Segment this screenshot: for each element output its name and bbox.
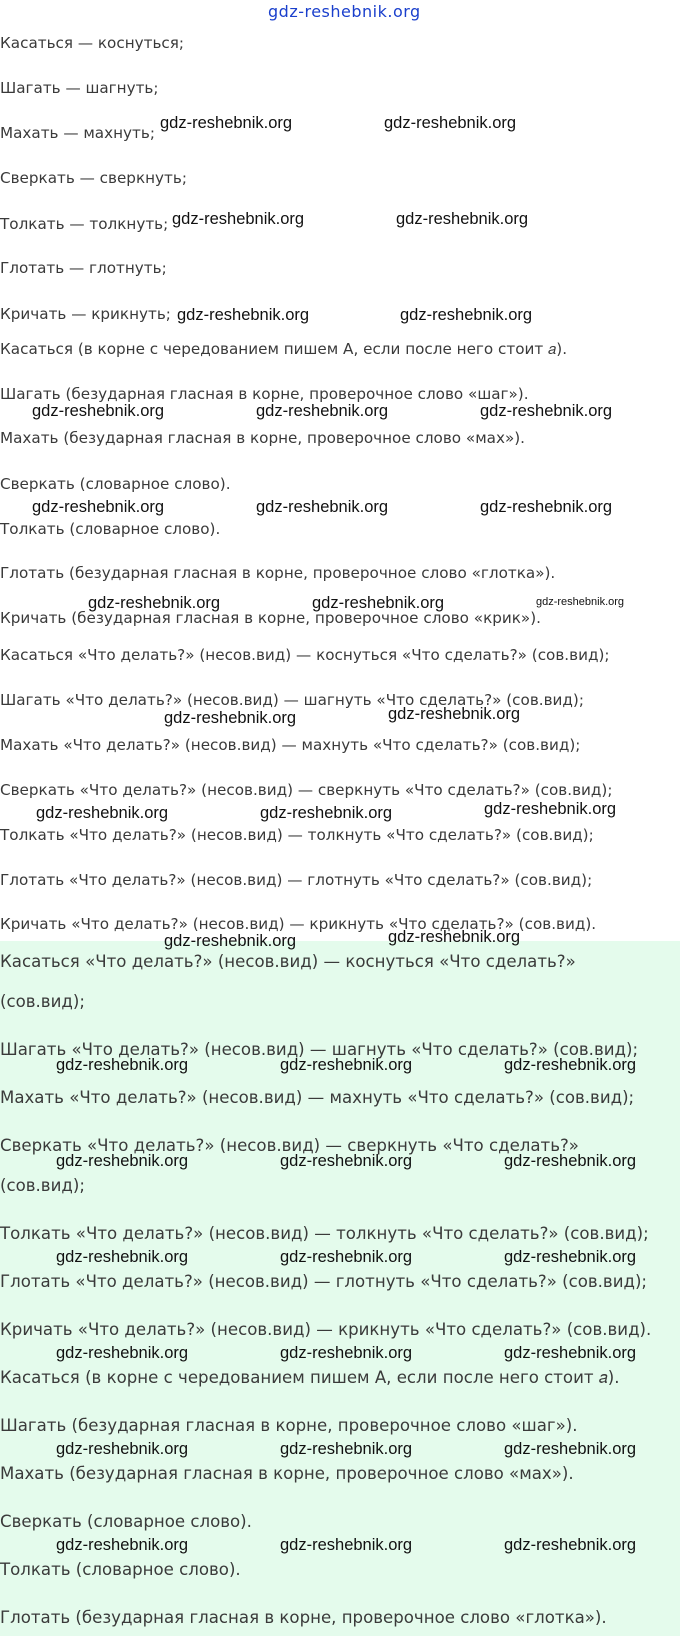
watermark: gdz-reshebnik.org [504,1152,637,1170]
watermark: gdz-reshebnik.org [260,804,393,822]
text-line: Толкать — толкнуть; [0,215,169,233]
watermark: gdz-reshebnik.org [280,1344,413,1362]
text-line: Касаться — коснуться; [0,34,185,52]
text-line: Махать «Что делать?» (несов.вид) — махнуть «Что сделать?» (сов.вид); [0,1088,635,1107]
text-line: Махать (безударная гласная в корне, проверочное слово «мах»). [0,1464,574,1483]
watermark: gdz-reshebnik.org [164,932,297,950]
watermark: gdz-reshebnik.org [56,1248,189,1266]
watermark: gdz-reshebnik.org [32,402,165,420]
text-line: (сов.вид); [0,1176,85,1195]
text-line: Толкать (словарное слово). [0,1560,241,1579]
text-line: Глотать (безударная гласная в корне, проверочное слово «глотка»). [0,564,556,582]
text-line: Толкать (словарное слово). [0,520,221,538]
watermark: gdz-reshebnik.org [56,1152,189,1170]
watermark: gdz-reshebnik.org [280,1536,413,1554]
text-line: (сов.вид); [0,992,85,1011]
watermark: gdz-reshebnik.org [480,402,613,420]
text-line: Кричать (безударная гласная в корне, проверочное слово «крик»). [0,609,541,627]
watermark: gdz-reshebnik.org [280,1248,413,1266]
watermark: gdz-reshebnik.org [536,596,625,608]
watermark: gdz-reshebnik.org [164,709,297,727]
text-line: Касаться (в корне с чередованием пишем А, если после него стоит 𝑎). [0,340,568,358]
watermark: gdz-reshebnik.org [56,1344,189,1362]
text-line: Касаться (в корне с чередованием пишем А, если после него стоит 𝑎). [0,1368,620,1387]
watermark: gdz-reshebnik.org [388,928,521,946]
watermark: gdz-reshebnik.org [56,1536,189,1554]
text-line: Глотать — глотнуть; [0,259,167,277]
text-line: Глотать (безударная гласная в корне, проверочное слово «глотка»). [0,1608,607,1627]
text-line: Толкать «Что делать?» (несов.вид) — толкнуть «Что сделать?» (сов.вид); [0,1224,649,1243]
text-line: Касаться «Что делать?» (несов.вид) — коснуться «Что сделать?» (сов.вид); [0,646,610,664]
watermark: gdz-reshebnik.org [504,1344,637,1362]
text-line: Касаться «Что делать?» (несов.вид) — коснуться «Что сделать?» [0,952,576,971]
text-line: Кричать «Что делать?» (несов.вид) — крикнуть «Что сделать?» (сов.вид). [0,1320,652,1339]
watermark: gdz-reshebnik.org [312,594,445,612]
watermark: gdz-reshebnik.org [280,1440,413,1458]
watermark: gdz-reshebnik.org [280,1152,413,1170]
text-line: Толкать «Что делать?» (несов.вид) — толкнуть «Что сделать?» (сов.вид); [0,826,594,844]
watermark: gdz-reshebnik.org [396,210,529,228]
text-line: Шагать (безударная гласная в корне, проверочное слово «шаг»). [0,1416,578,1435]
text-line: Сверкать — сверкнуть; [0,169,187,187]
watermark: gdz-reshebnik.org [32,498,165,516]
watermark: gdz-reshebnik.org [56,1056,189,1074]
watermark: gdz-reshebnik.org [280,1056,413,1074]
watermark: gdz-reshebnik.org [504,1248,637,1266]
text-line: Шагать «Что делать?» (несов.вид) — шагнуть «Что сделать?» (сов.вид); [0,691,584,709]
text-line: Сверкать «Что делать?» (несов.вид) — сверкнуть «Что сделать?» (сов.вид); [0,781,613,799]
text-line: Кричать «Что делать?» (несов.вид) — крикнуть «Что сделать?» (сов.вид). [0,915,597,933]
text-line: Кричать — крикнуть; [0,305,171,323]
text-line: Махать (безударная гласная в корне, проверочное слово «мах»). [0,429,525,447]
watermark: gdz-reshebnik.org [480,498,613,516]
watermark: gdz-reshebnik.org [484,800,617,818]
watermark: gdz-reshebnik.org [172,210,305,228]
text-line: Махать — махнуть; [0,124,155,142]
watermark: gdz-reshebnik.org [256,402,389,420]
watermark: gdz-reshebnik.org [256,498,389,516]
watermark: gdz-reshebnik.org [400,306,533,324]
watermark: gdz-reshebnik.org [504,1056,637,1074]
site-header-link[interactable]: gdz-reshebnik.org [268,2,421,21]
text-line: Сверкать (словарное слово). [0,475,231,493]
watermark: gdz-reshebnik.org [36,804,169,822]
watermark: gdz-reshebnik.org [384,114,517,132]
text-line: Шагать (безударная гласная в корне, проверочное слово «шаг»). [0,385,529,403]
text-line: Глотать «Что делать?» (несов.вид) — глотнуть «Что сделать?» (сов.вид); [0,1272,648,1291]
watermark: gdz-reshebnik.org [88,594,221,612]
watermark: gdz-reshebnik.org [177,306,310,324]
watermark: gdz-reshebnik.org [504,1536,637,1554]
text-line: Сверкать «Что делать?» (несов.вид) — сверкнуть «Что сделать?» [0,1136,579,1155]
watermark: gdz-reshebnik.org [504,1440,637,1458]
watermark: gdz-reshebnik.org [388,705,521,723]
watermark: gdz-reshebnik.org [56,1440,189,1458]
watermark: gdz-reshebnik.org [160,114,293,132]
text-line: Махать «Что делать?» (несов.вид) — махнуть «Что сделать?» (сов.вид); [0,736,581,754]
text-line: Глотать «Что делать?» (несов.вид) — глотнуть «Что сделать?» (сов.вид); [0,871,593,889]
text-line: Шагать «Что делать?» (несов.вид) — шагнуть «Что сделать?» (сов.вид); [0,1040,639,1059]
text-line: Шагать — шагнуть; [0,79,159,97]
text-line: Сверкать (словарное слово). [0,1512,252,1531]
